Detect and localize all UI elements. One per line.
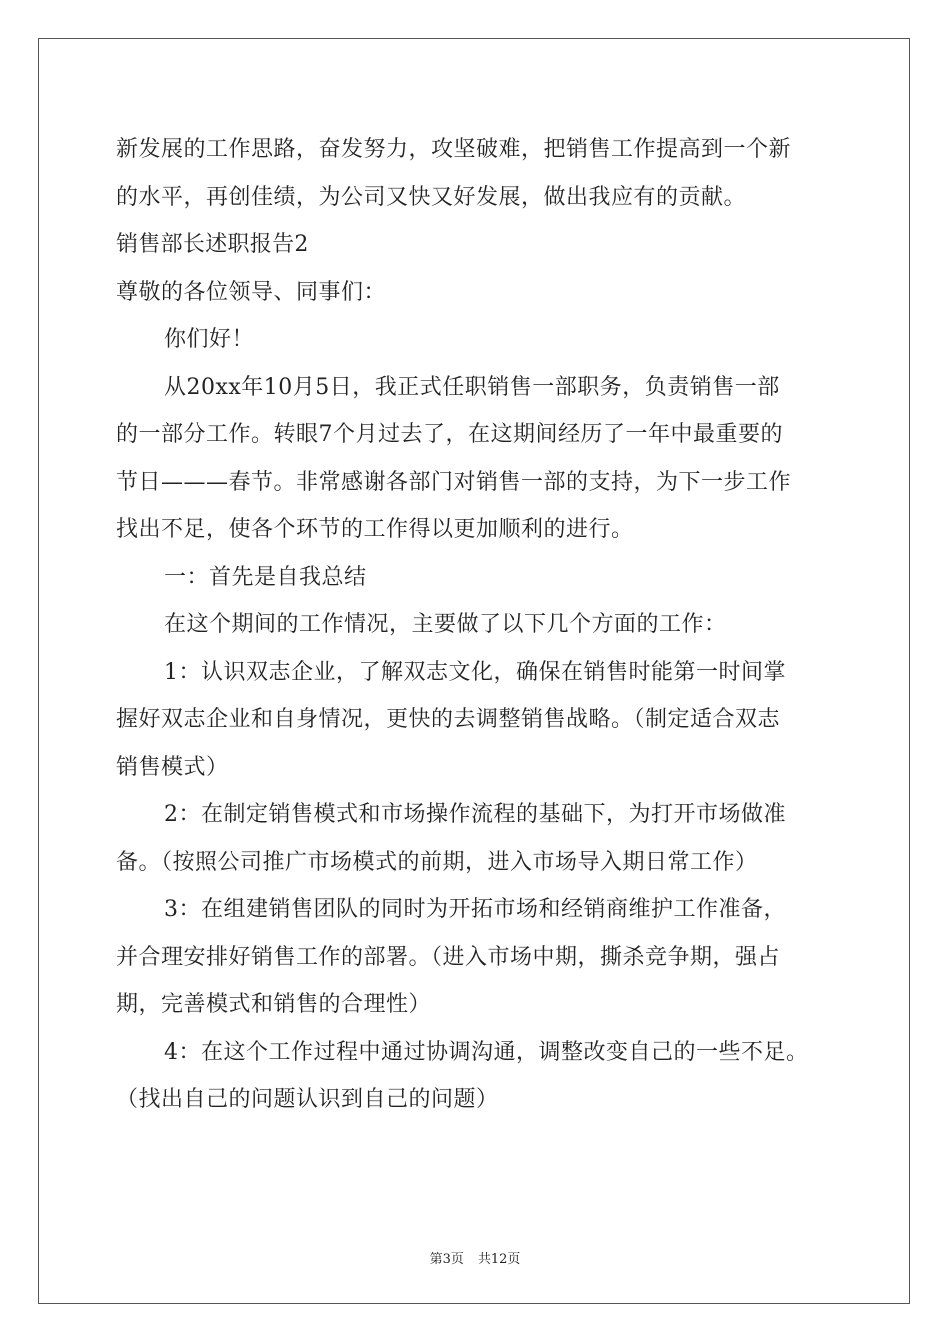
list-item-2: 2：在制定销售模式和市场操作流程的基础下，为打开市场做准: [164, 802, 786, 827]
salutation: 尊敬的各位领导、同事们：: [116, 279, 387, 305]
paragraph-line: 的一部分工作。转眼7个月过去了，在这期间经历了一年中最重要的: [116, 422, 783, 447]
report-title: 销售部长述职报告2: [116, 232, 309, 257]
list-item-4: 4：在这个工作过程中通过协调沟通，调整改变自己的一些不足。: [164, 1039, 809, 1065]
paragraph-line: 在这个期间的工作情况，主要做了以下几个方面的工作：: [164, 612, 727, 637]
list-item-3: 3：在组建销售团队的同时为开拓市场和经销商维护工作准备，: [164, 897, 786, 922]
paragraph-line: 备。（按照公司推广市场模式的前期，进入市场导入期日常工作）: [116, 849, 758, 875]
paragraph-line: 销售模式）: [116, 754, 229, 780]
document-body: [116, 126, 834, 1124]
list-item-1: 1：认识双志企业，了解双志文化，确保在销售时能第一时间掌: [164, 659, 786, 685]
greeting: 你们好！: [164, 327, 255, 352]
page-footer: [0, 1248, 950, 1267]
page-total: 共12页: [477, 1252, 521, 1267]
paragraph-line: 新发展的工作思路，奋发努力，攻坚破难，把销售工作提高到一个新: [116, 137, 792, 162]
paragraph-line: 的水平，再创佳绩，为公司又快又好发展，做出我应有的贡献。: [116, 184, 747, 210]
paragraph-line: 找出不足，使各个环节的工作得以更加顺利的进行。: [116, 517, 634, 542]
page-number: 第3页: [429, 1252, 464, 1267]
paragraph-line: 从20xx年10月5日，我正式任职销售一部职务，负责销售一部: [164, 374, 780, 400]
section-heading: 一：首先是自我总结: [164, 564, 367, 590]
paragraph-line: 握好双志企业和自身情况，更快的去调整销售战略。（制定适合双志: [116, 707, 781, 732]
paragraph-line: 期，完善模式和销售的合理性）: [116, 992, 432, 1017]
paragraph-line: 并合理安排好销售工作的部署。（进入市场中期，撕杀竞争期，强占: [116, 944, 781, 970]
paragraph-line: （找出自己的问题认识到自己的问题）: [116, 1087, 499, 1112]
paragraph-line: 节日———春节。非常感谢各部门对销售一部的支持，为下一步工作: [116, 469, 792, 495]
